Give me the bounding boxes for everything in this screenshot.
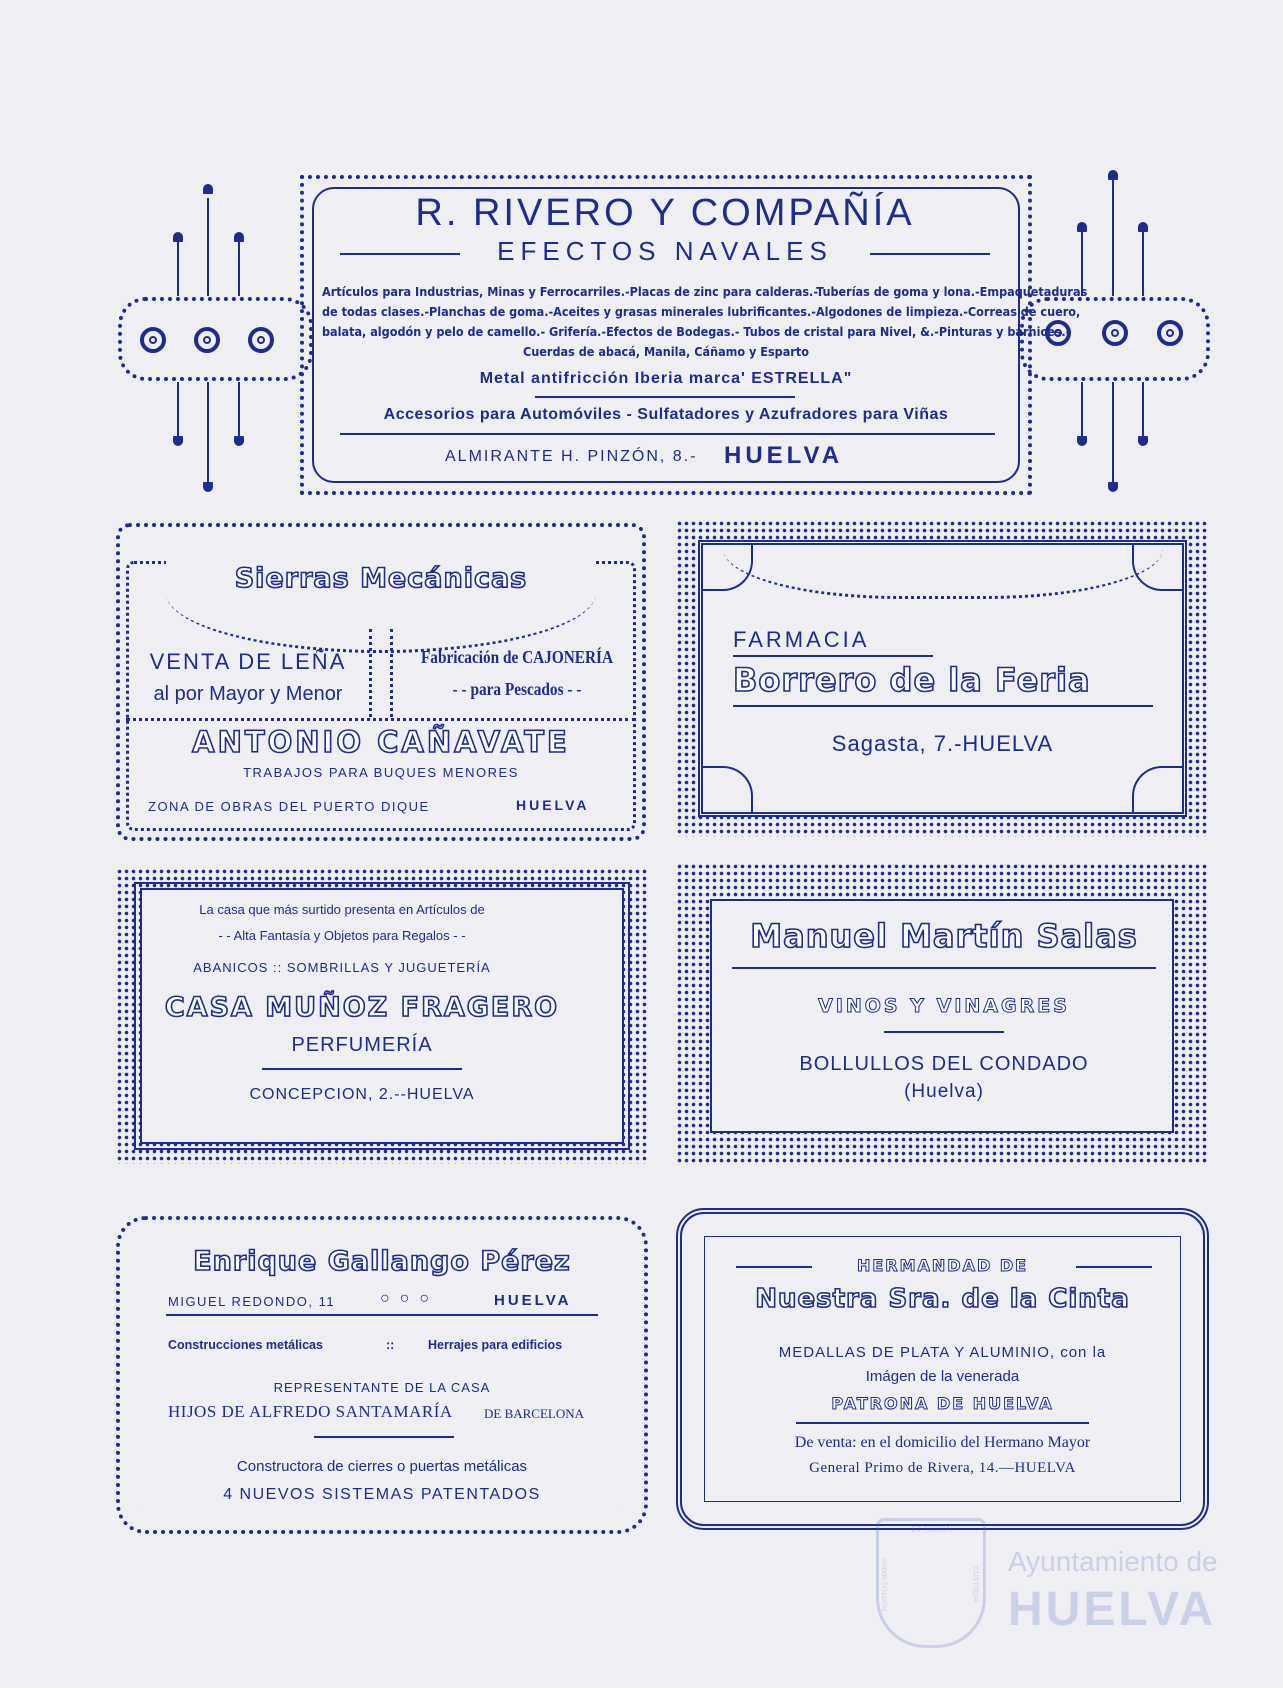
ad-enrique-gallango [116, 1216, 648, 1534]
ad-manuel-martin-salas [676, 863, 1209, 1163]
gallango-street: MIGUEL REDONDO, 11 [168, 1294, 336, 1309]
company-subtitle: EFECTOS NAVALES [497, 236, 833, 266]
ring-icon [1157, 320, 1183, 346]
canavate-city: HUELVA [516, 797, 590, 813]
address: ALMIRANTE H. PINZÓN, 8.- [445, 448, 698, 465]
ring-icon [140, 327, 166, 353]
al-por-mayor: al por Mayor y Menor [153, 683, 343, 705]
perfumeria: PERFUMERÍA [291, 1034, 433, 1056]
trabajos-buques: TRABAJOS PARA BUQUES MENORES [243, 765, 519, 780]
bollullos: BOLLULLOS DEL CONDADO [799, 1053, 1089, 1075]
patrona-line: PATRONA DE HUELVA [831, 1394, 1054, 1413]
farmacia-label: FARMACIA [733, 627, 870, 652]
shield-icon: ET TERRA PORTUS MARIS CUSTODIA [876, 1518, 986, 1648]
medallas-line: MEDALLAS DE PLATA Y ALUMINIO, con la [778, 1344, 1107, 1361]
venta-line: De venta: en el domicilio del Hermano Mayor [794, 1434, 1091, 1451]
metal-line: Metal antifricción Iberia marca' ESTRELLA" [479, 370, 853, 387]
martin-name: Manuel Martín Salas [750, 917, 1138, 955]
hijos-santamaria: HIJOS DE ALFREDO SANTAMARÍA [168, 1402, 453, 1421]
munoz-line-3: ABANICOS :: SOMBRILLAS Y JUGUETERÍA [193, 960, 491, 975]
representante: REPRESENTANTE DE LA CASA [273, 1380, 491, 1395]
sierras-title: Sierras Mecánicas [234, 563, 528, 594]
munoz-line-2: - - Alta Fantasía y Objetos para Regalos - - [218, 928, 466, 943]
fabricacion-cajoneria: Fabricación de CAJONERÍA [420, 647, 614, 667]
gallango-city: HUELVA [494, 1292, 572, 1309]
antonio-canavate-name: ANTONIO CAÑAVATE [192, 725, 570, 759]
ad-farmacia-borrero [676, 520, 1209, 837]
munoz-address: CONCEPCION, 2.--HUELVA [249, 1086, 475, 1103]
products-line-1: Artículos para Industrias, Minas y Ferrocarriles.-Placas de zinc para calderas.-Tuberías de goma y lona.-Empaquetaduras [322, 284, 1088, 299]
products-line-2: de todas clases.-Planchas de goma.-Aceites y grasas minerales lubrificantes.-Algodones de limpieza.-Correas de cuero, [322, 304, 1081, 319]
services-separator: :: [386, 1338, 395, 1352]
ring-icon [194, 327, 220, 353]
pharmacy-address: Sagasta, 7.-HUELVA [831, 731, 1054, 756]
sistemas-patentados: 4 NUEVOS SISTEMAS PATENTADOS [223, 1486, 541, 1503]
watermark-line-1: Ayuntamiento de [1008, 1546, 1218, 1577]
herrajes: Herrajes para edificios [428, 1338, 563, 1352]
gallango-dots: ○○○ [380, 1290, 439, 1307]
venerada-line: Imágen de la venerada [865, 1368, 1020, 1385]
munoz-name: CASA MUÑOZ FRAGERO [164, 992, 560, 1023]
company-title: R. RIVERO Y COMPAÑÍA [415, 192, 915, 234]
ring-icon [248, 327, 274, 353]
construcciones: Construcciones metálicas [168, 1338, 323, 1352]
products-line-3: balata, algodón y pelo de camello.- Grifería.-Efectos de Bodegas.- Tubos de cristal para Nivel, &.-Pinturas y barnices.- [322, 324, 1071, 339]
gallango-name: Enrique Gallango Pérez [193, 1246, 571, 1277]
barcelona: DE BARCELONA [484, 1406, 585, 1421]
ad-rivero-y-compania [110, 170, 1210, 500]
hermandad-header: HERMANDAD DE [856, 1256, 1029, 1275]
ad-antonio-canavate [116, 523, 646, 841]
vinos-vinagres: VINOS Y VINAGRES [818, 995, 1070, 1017]
accessories-line: Accesorios para Automóviles - Sulfatadores y Azufradores para Viñas [383, 406, 949, 423]
pharmacy-name: Borrero de la Feria [733, 661, 1091, 699]
address-line: General Primo de Rivera, 14.—HUELVA [809, 1460, 1076, 1476]
watermark-line-2: HUELVA [1008, 1583, 1217, 1636]
para-pescados: - - para Pescados - - [452, 679, 582, 699]
ad-casa-munoz-fragero [116, 868, 648, 1164]
province: (Huelva) [904, 1081, 984, 1102]
products-line-4: Cuerdas de abacá, Manila, Cáñamo y Esparto [523, 344, 809, 359]
zona-obras: ZONA DE OBRAS DEL PUERTO DIQUE [148, 799, 430, 814]
munoz-line-1: La casa que más surtido presenta en Artículos de [199, 902, 485, 917]
city: HUELVA [724, 442, 844, 469]
ayuntamiento-watermark [868, 1478, 1228, 1678]
venta-lena: VENTA DE LEÑA [149, 649, 347, 674]
constructora-line: Constructora de cierres o puertas metálicas [236, 1458, 528, 1475]
cinta-name: Nuestra Sra. de la Cinta [755, 1284, 1130, 1314]
ring-icon [1102, 320, 1128, 346]
